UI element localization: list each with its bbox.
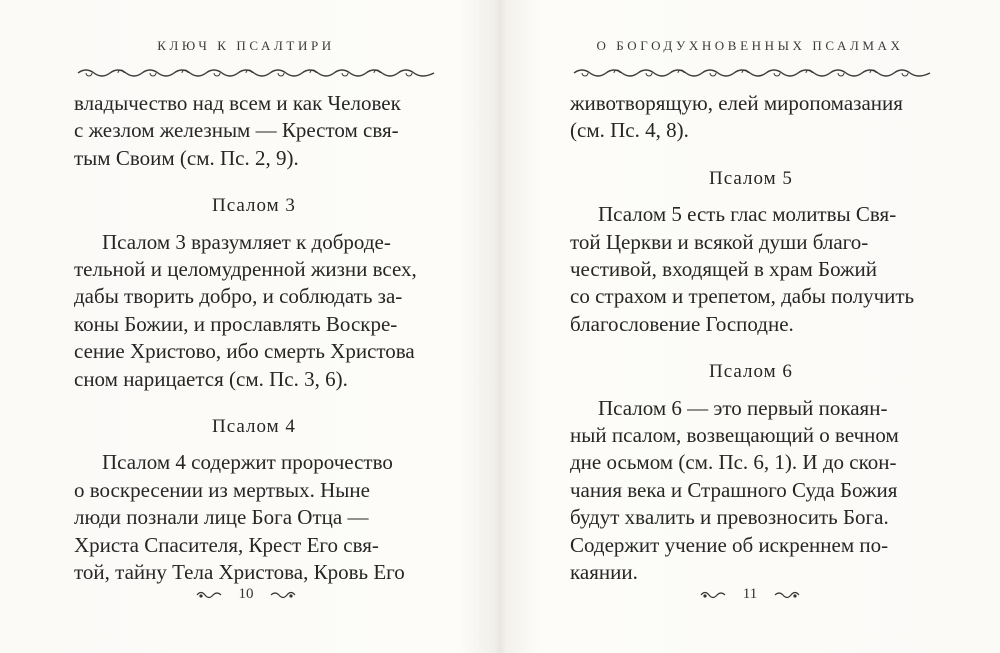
text-line: благословение Господне. — [570, 311, 794, 336]
text-line: дне осьмом (см. Пс. 6, 1). И до скон- — [570, 450, 897, 475]
psalm-6-heading: Псалом 6 — [709, 361, 793, 383]
text-line: дабы творить добро, и соблюдать за- — [74, 284, 403, 309]
text-line: той, тайну Тела Христова, Кровь Его — [74, 560, 405, 585]
text-line: той Церкви и всякой души благо- — [570, 229, 869, 254]
ornament-rule-icon — [572, 66, 932, 80]
text-line: Псалом 3 вразумляет к доброде- — [102, 229, 391, 254]
psalm-5-paragraph — [570, 201, 932, 338]
left-page — [60, 0, 432, 653]
flourish-right-icon — [773, 589, 801, 601]
continuation-paragraph — [74, 90, 434, 172]
text-line: с жезлом железным — Крестом свя- — [74, 118, 399, 143]
folio-left — [60, 586, 432, 603]
text-line: будут хвалить и превозносить Бога. — [570, 505, 889, 530]
psalm-4-heading: Псалом 4 — [212, 416, 296, 438]
text-line: чания века и Страшного Суда Божия — [570, 477, 898, 502]
continuation-paragraph — [570, 90, 932, 145]
text-line: сение Христово, ибо смерть Христова — [74, 339, 415, 364]
text-line: о воскресении из мертвых. Ныне — [74, 477, 370, 502]
psalm-3-paragraph — [74, 229, 434, 393]
psalm-5-heading: Псалом 5 — [709, 167, 793, 189]
flourish-left-icon — [195, 589, 223, 601]
running-head-left: КЛЮЧ К ПСАЛТИРИ — [157, 38, 335, 53]
text-line: коны Божии, и прославлять Воскре- — [74, 311, 398, 336]
text-line: Христа Спасителя, Крест Его свя- — [74, 532, 379, 557]
text-line: люди познали лице Бога Отца — — [74, 505, 369, 530]
flourish-right-icon — [269, 589, 297, 601]
right-page — [564, 0, 936, 653]
psalm-6-paragraph — [570, 395, 932, 587]
text-line: ный псалом, возвещающий о вечном — [570, 423, 899, 448]
text-line: животворящую, елей миропомазания — [570, 91, 903, 115]
page-number-left: 10 — [238, 586, 254, 603]
text-line: со страхом и трепетом, дабы получить — [570, 284, 915, 309]
ornament-rule-icon — [76, 66, 436, 80]
flourish-left-icon — [699, 589, 727, 601]
left-page-text — [74, 90, 434, 587]
text-line: Псалом 6 — это первый покаян- — [598, 395, 888, 420]
right-page-text — [570, 90, 932, 587]
text-line: каянии. — [570, 560, 638, 585]
text-line: владычество над всем и как Человек — [74, 91, 401, 115]
psalm-3-heading: Псалом 3 — [212, 195, 296, 217]
folio-right — [564, 586, 936, 603]
text-line: честивой, входящей в храм Божий — [570, 257, 878, 282]
text-line: тым Своим (см. Пс. 2, 9). — [74, 145, 299, 170]
text-line: (см. Пс. 4, 8). — [570, 118, 689, 143]
text-line: Псалом 5 есть глас молитвы Свя- — [598, 202, 897, 227]
text-line: Содержит учение об искреннем по- — [570, 532, 889, 557]
running-head-right: О БОГОДУХНОВЕННЫХ ПСАЛМАХ — [596, 38, 904, 53]
psalm-4-paragraph — [74, 449, 434, 586]
text-line: тельной и целомудренной жизни всех, — [74, 257, 417, 282]
page-number-right: 11 — [742, 586, 758, 603]
text-line: сном нарицается (см. Пс. 3, 6). — [74, 366, 348, 391]
text-line: Псалом 4 содержит пророчество — [102, 450, 393, 475]
